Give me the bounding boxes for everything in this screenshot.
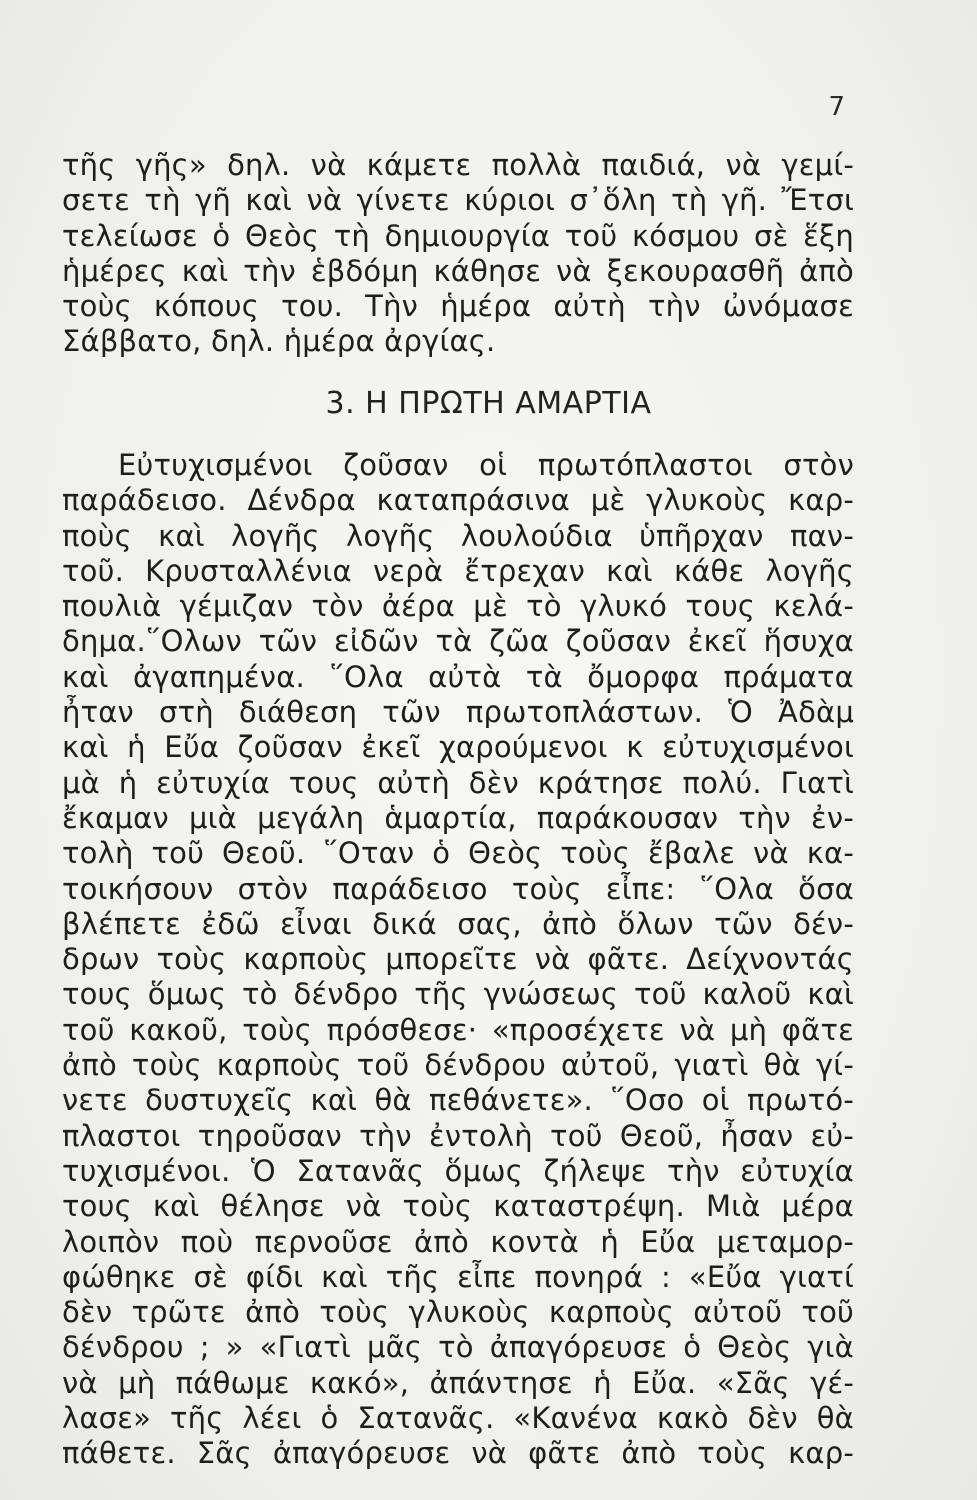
text-line: τοῦ κακοῦ, τοὺς πρόσθεσε· «προσέχετε νὰ μὴ φᾶτε (62, 1012, 854, 1047)
text-line: τολὴ τοῦ Θεοῦ. ῞Οταν ὁ Θεὸς τοὺς ἔβαλε νὰ κα- (62, 836, 854, 871)
text-line: δένδρου ; » «Γιατὶ μᾶς τὸ ἀπαγόρευσε ὁ Θεὸς γιὰ (62, 1330, 854, 1365)
text-line: τελείωσε ὁ Θεὸς τὴ δημιουργία τοῦ κόσμου σὲ ἕξη (62, 218, 854, 253)
page-number: 7 (828, 92, 845, 122)
text-line: λασε» τῆς λέει ὁ Σατανᾶς. «Κανένα κακὸ δὲν θὰ (62, 1401, 854, 1436)
text-line: τοῦ. Κρυσταλλένια νερὰ ἔτρεχαν καὶ κάθε λογῆς (62, 553, 854, 588)
text-line: τοικήσουν στὸν παράδεισο τοὺς εἶπε: ῞Ολα ὅσα (62, 871, 854, 906)
text-line: νὰ μὴ πάθωμε κακό», ἀπάντησε ἡ Εὔα. «Σᾶς γέ- (62, 1365, 854, 1400)
text-line: τυχισμένοι. Ὁ Σατανᾶς ὅμως ζήλεψε τὴν εὐτυχία (62, 1153, 854, 1188)
text-line: ποὺς καὶ λογῆς λογῆς λουλούδια ὑπῆρχαν παν- (62, 518, 854, 553)
paragraph-creation-end (62, 148, 854, 360)
text-line: πουλιὰ γέμιζαν τὸν ἀέρα μὲ τὸ γλυκό τους κελά- (62, 589, 854, 624)
text-line: Εὐτυχισμένοι ζοῦσαν οἱ πρωτόπλαστοι στὸν (118, 448, 854, 482)
text-line: βλέπετε ἐδῶ εἶναι δικά σας, ἀπὸ ὅλων τῶν δέν- (62, 906, 854, 941)
text-line: ἡμέρες καὶ τὴν ἑβδόμη κάθησε νὰ ξεκουρασθῆ ἀπὸ (62, 253, 854, 288)
text-line: καὶ ἀγαπημένα. ῞Ολα αὐτὰ τὰ ὄμορφα πράματα (62, 659, 854, 694)
text-line: μὰ ἡ εὐτυχία τους αὐτὴ δὲν κράτησε πολύ. Γιατὶ (62, 765, 854, 800)
text-line: λοιπὸν ποὺ περνοῦσε ἀπὸ κοντὰ ἡ Εὔα μεταμορ- (62, 1224, 854, 1259)
text-line: νετε δυστυχεῖς καὶ θὰ πεθάνετε». ῞Οσο οἱ πρωτό- (62, 1083, 854, 1118)
text-line: φώθηκε σὲ φίδι καὶ τῆς εἶπε πονηρά : «Εὔα γιατί (62, 1259, 854, 1294)
text-line: τῆς γῆς» δηλ. νὰ κάμετε πολλὰ παιδιά, νὰ γεμί- (62, 148, 854, 182)
text-line: πλαστοι τηροῦσαν τὴν ἐντολὴ τοῦ Θεοῦ, ἦσαν εὐ- (62, 1118, 854, 1153)
text-line: ἦταν στὴ διάθεση τῶν πρωτοπλάστων. Ὁ Ἀδὰμ (62, 695, 854, 730)
section-heading: 3. Η ΠΡΩΤΗ ΑΜΑΡΤΙΑ (325, 386, 652, 421)
text-line: τοὺς κόπους του. Τὴν ἡμέρα αὐτὴ τὴν ὠνόμασε (62, 289, 854, 324)
text-line: δὲν τρῶτε ἀπὸ τοὺς γλυκοὺς καρποὺς αὐτοῦ τοῦ (62, 1295, 854, 1330)
text-line: παράδεισο. Δένδρα καταπράσινα μὲ γλυκοὺς καρ- (62, 483, 854, 518)
text-line: Σάββατο, δηλ. ἡμέρα ἀργίας. (62, 324, 496, 359)
text-line: δρων τοὺς καρποὺς μπορεῖτε νὰ φᾶτε. Δείχνοντάς (62, 942, 854, 977)
text-line: σετε τὴ γῆ καὶ νὰ γίνετε κύριοι σ᾽ὅλη τὴ γῆ. Ἔτσι (62, 183, 854, 218)
text-line: ἔκαμαν μιὰ μεγάλη ἁμαρτία, παράκουσαν τὴν ἐν- (62, 800, 854, 835)
text-line: ἀπὸ τοὺς καρποὺς τοῦ δένδρου αὐτοῦ, γιατὶ θὰ γί- (62, 1048, 854, 1083)
text-line: τους ὅμως τὸ δένδρο τῆς γνώσεως τοῦ καλοῦ καὶ (62, 977, 854, 1012)
text-line: δημα.῞Ολων τῶν εἰδῶν τὰ ζῶα ζοῦσαν ἐκεῖ ἥσυχα (62, 624, 854, 659)
text-line: πάθετε. Σᾶς ἀπαγόρευσε νὰ φᾶτε ἀπὸ τοὺς καρ- (62, 1436, 854, 1471)
paragraph-first-sin (62, 448, 854, 1471)
text-line: τους καὶ θέλησε νὰ τοὺς καταστρέψη. Μιὰ μέρα (62, 1189, 854, 1224)
text-line: καὶ ἡ Εὔα ζοῦσαν ἐκεῖ χαρούμενοι κ εὐτυχισμένοι (62, 730, 854, 765)
